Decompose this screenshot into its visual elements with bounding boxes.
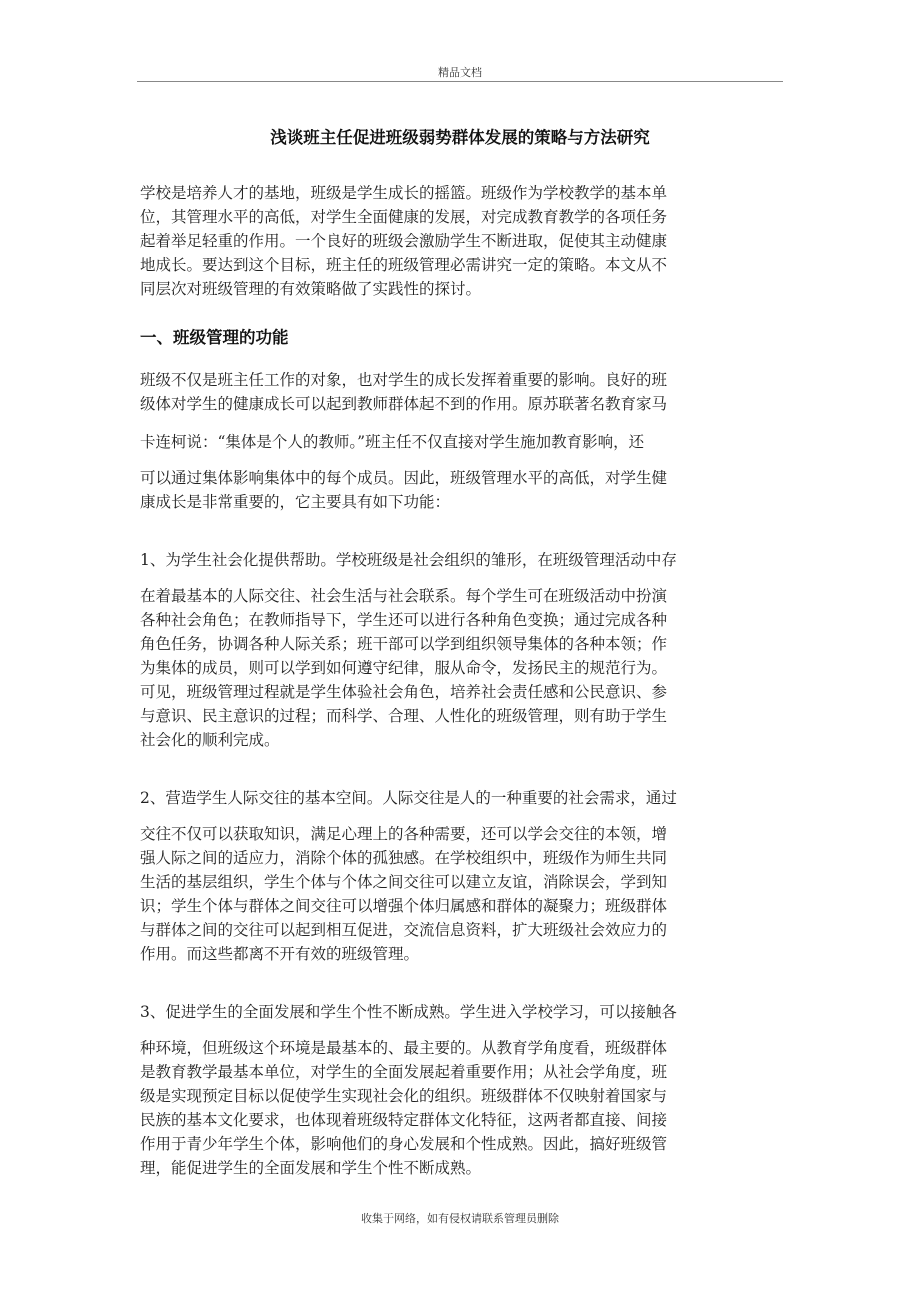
section-para-line: 可以通过集体影响集体中的每个成员。因此，班级管理水平的高低，对学生健: [140, 469, 668, 487]
point1-line: 可见，班级管理过程就是学生体验社会角色，培养社会责任感和公民意识、参: [140, 683, 668, 701]
point1-line: 社会化的顺利完成。: [140, 731, 280, 749]
point2-line: 与群体之间的交往可以起到相互促进，交流信息资料，扩大班级社会效应力的: [140, 921, 668, 939]
point1-line: 与意识、民主意识的过程；而科学、合理、人性化的班级管理，则有助于学生: [140, 707, 668, 725]
header-divider: [137, 81, 783, 82]
intro-line: 起着举足轻重的作用。一个良好的班级会激励学生不断进取，促使其主动健康: [140, 232, 668, 250]
point3-line: 3、促进学生的全面发展和学生个性不断成熟。学生进入学校学习，可以接触各: [140, 1003, 677, 1021]
section-para-line: 级体对学生的健康成长可以起到教师群体起不到的作用。原苏联著名教育家马: [140, 395, 668, 413]
point3-line: 级是实现预定目标以促使学生实现社会化的组织。班级群体不仅映射着国家与: [140, 1087, 668, 1105]
document-title: 浅谈班主任促进班级弱势群体发展的策略与方法研究: [270, 128, 650, 147]
section-heading: 一、班级管理的功能: [140, 328, 289, 347]
point1-line: 在着最基本的人际交往、社会生活与社会联系。每个学生可在班级活动中扮演: [140, 587, 668, 605]
point3-line: 种环境，但班级这个环境是最基本的、最主要的。从教育学角度看，班级群体: [140, 1039, 668, 1057]
intro-line: 同层次对班级管理的有效策略做了实践性的探讨。: [140, 280, 482, 298]
point3-line: 是教育教学最基本单位，对学生的全面发展起着重要作用；从社会学角度，班: [140, 1063, 668, 1081]
point2-line: 强人际之间的适应力，消除个体的孤独感。在学校组织中，班级作为师生共同: [140, 849, 668, 867]
point1-line: 为集体的成员，则可以学到如何遵守纪律，服从命令，发扬民主的规范行为。: [140, 659, 668, 677]
point3-line: 理，能促进学生的全面发展和学生个性不断成熟。: [140, 1159, 482, 1177]
point2-line: 作用。而这些都离不开有效的班级管理。: [140, 945, 420, 963]
page-header: 精品文档: [438, 66, 482, 79]
point1-line: 角色任务，协调各种人际关系；班干部可以学到组织领导集体的各种本领；作: [140, 635, 668, 653]
section-para-line: 卡连柯说：“集体是个人的教师。”班主任不仅直接对学生施加教育影响，还: [140, 433, 645, 451]
point3-line: 民族的基本文化要求，也体现着班级特定群体文化特征，这两者都直接、间接: [140, 1111, 668, 1129]
point1-line: 各种社会角色；在教师指导下，学生还可以进行各种角色变换；通过完成各种: [140, 611, 668, 629]
point2-line: 生活的基层组织，学生个体与个体之间交往可以建立友谊，消除误会，学到知: [140, 873, 668, 891]
page-footer: 收集于网络，如有侵权请联系管理员删除: [361, 1212, 559, 1225]
point1-line: 1、为学生社会化提供帮助。学校班级是社会组织的雏形，在班级管理活动中存: [140, 551, 677, 569]
point3-line: 作用于青少年学生个体，影响他们的身心发展和个性成熟。因此，搞好班级管: [140, 1135, 668, 1153]
section-para-line: 班级不仅是班主任工作的对象，也对学生的成长发挥着重要的影响。良好的班: [140, 371, 668, 389]
section-para-line: 康成长是非常重要的，它主要具有如下功能：: [140, 493, 451, 511]
point2-line: 2、营造学生人际交往的基本空间。人际交往是人的一种重要的社会需求，通过: [140, 789, 677, 807]
intro-line: 地成长。要达到这个目标，班主任的班级管理必需讲究一定的策略。本文从不: [140, 256, 668, 274]
intro-line: 学校是培养人才的基地，班级是学生成长的摇篮。班级作为学校教学的基本单: [140, 184, 668, 202]
intro-line: 位，其管理水平的高低，对学生全面健康的发展，对完成教育教学的各项任务: [140, 208, 668, 226]
point2-line: 识；学生个体与群体之间交往可以增强个体归属感和群体的凝聚力；班级群体: [140, 897, 668, 915]
point2-line: 交往不仅可以获取知识，满足心理上的各种需要，还可以学会交往的本领，增: [140, 825, 668, 843]
